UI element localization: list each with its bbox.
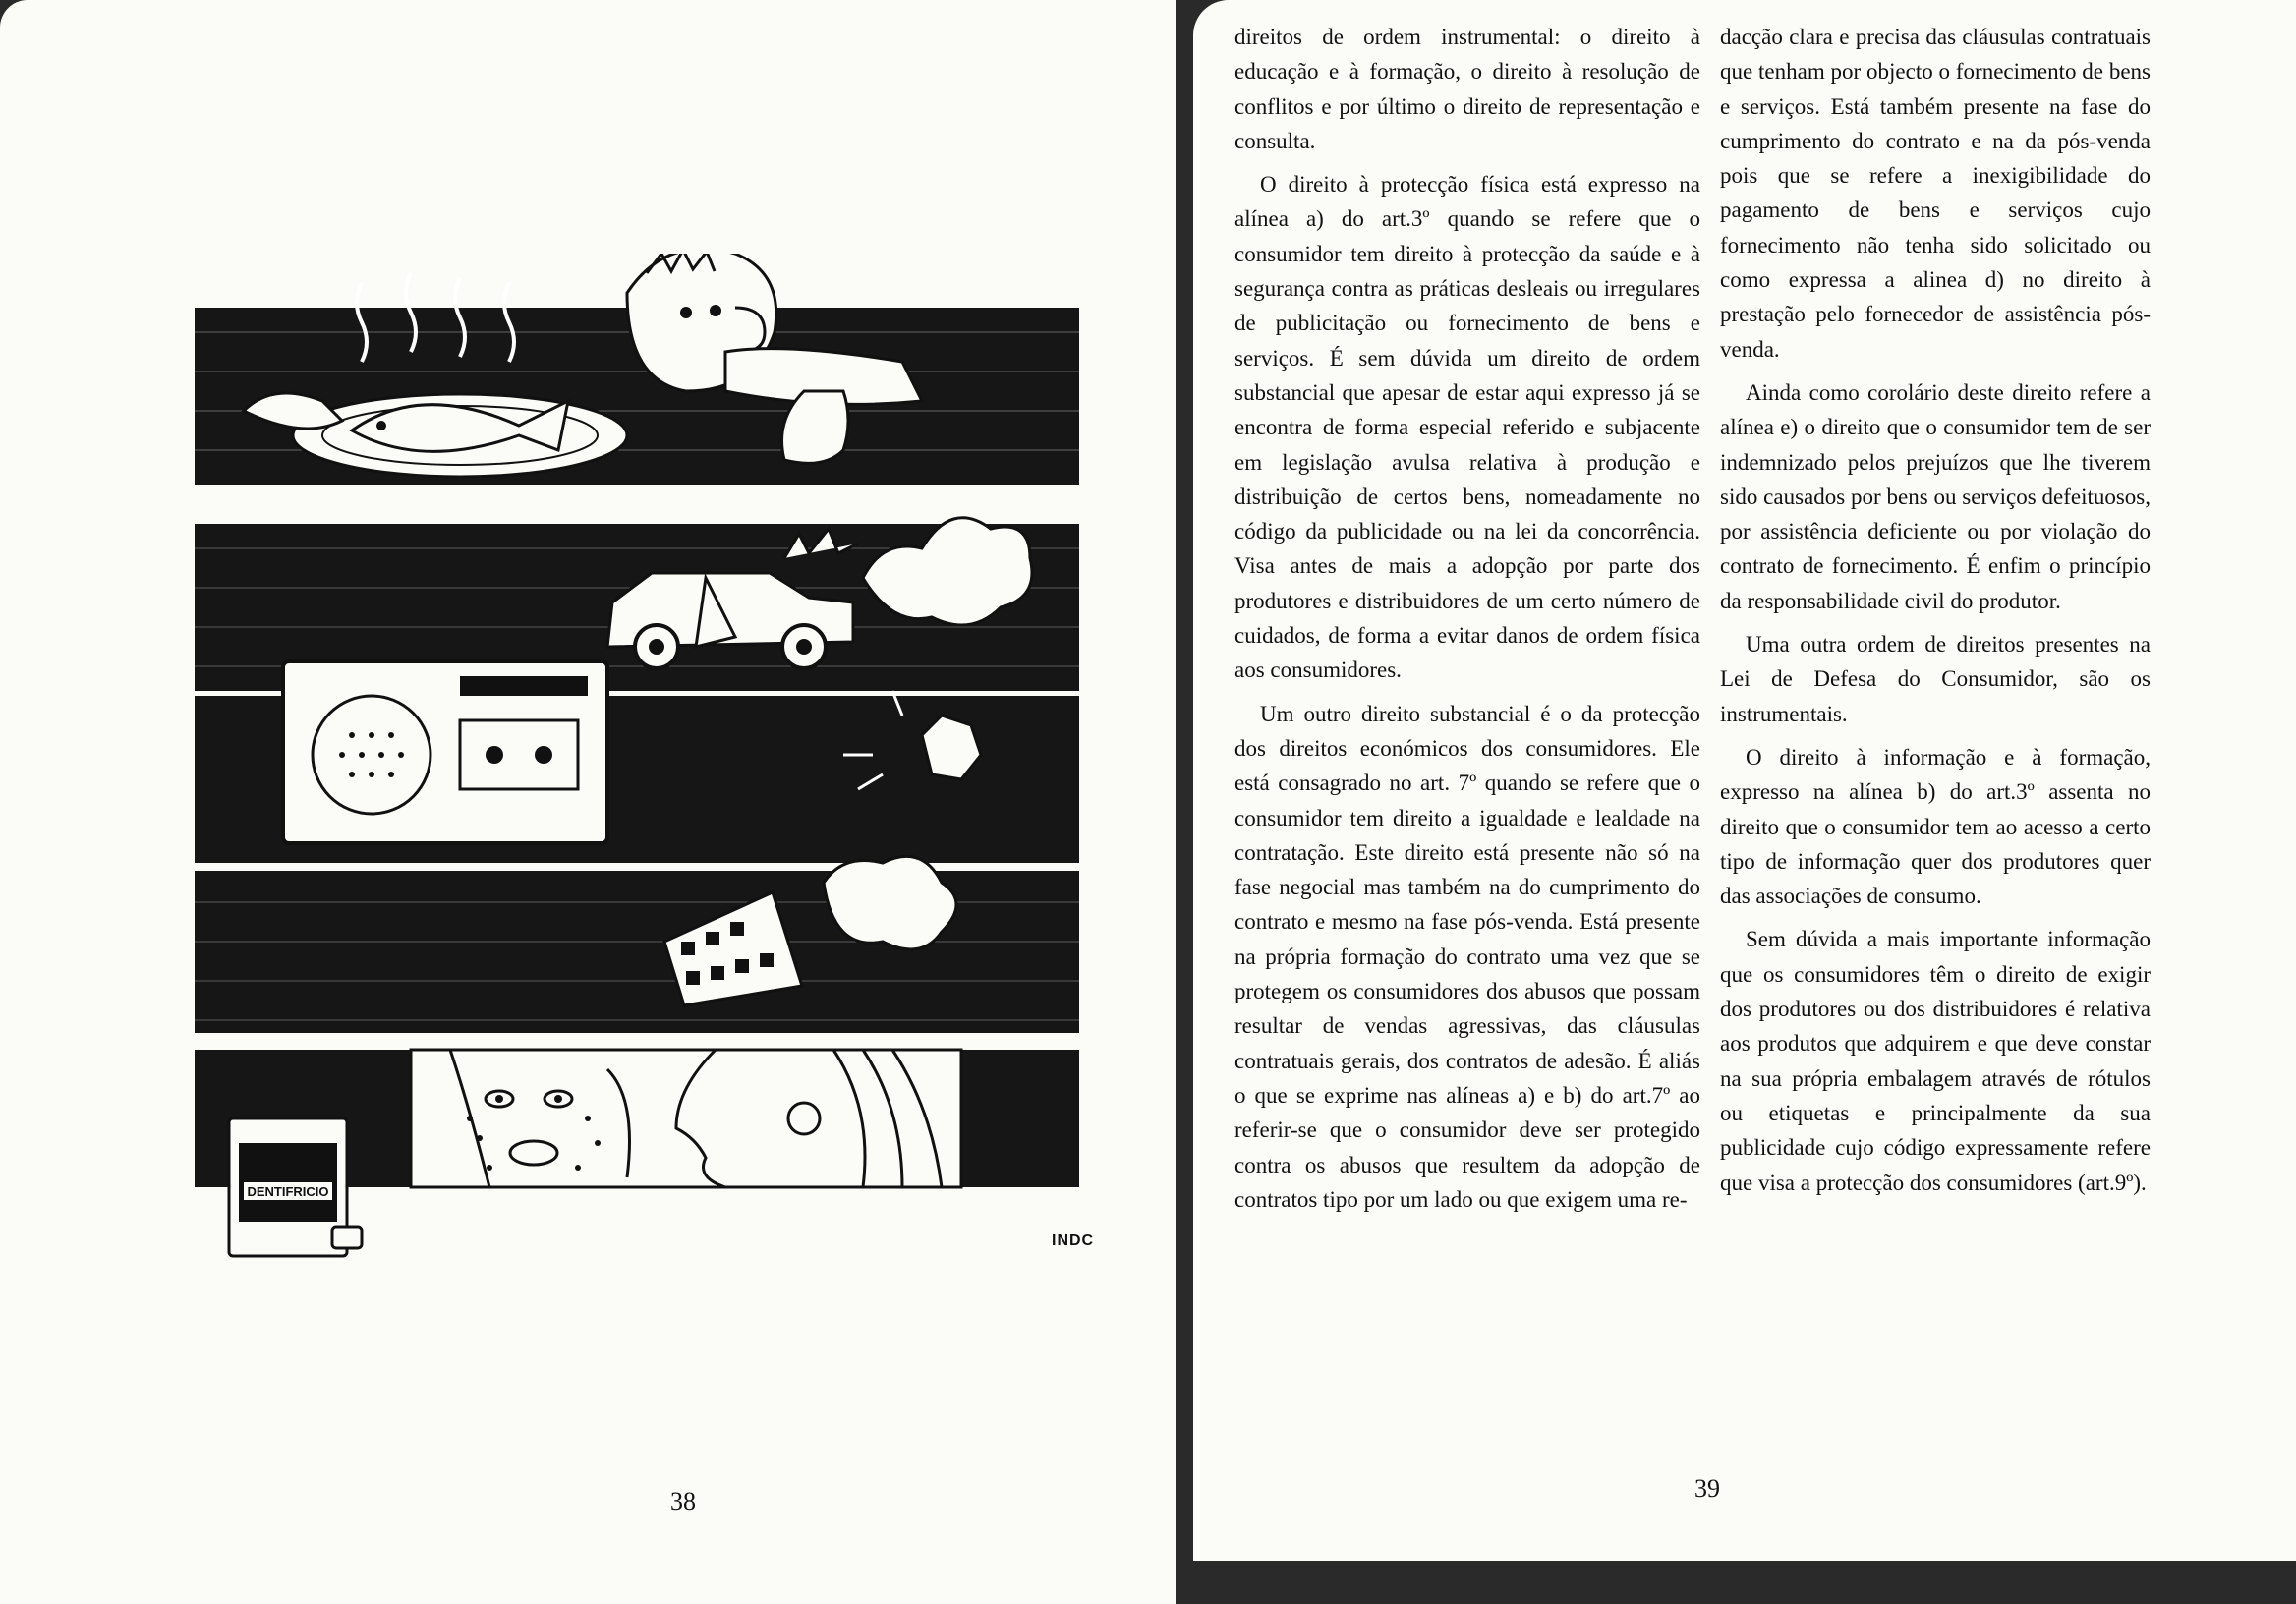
consumer-hazards-illustration (195, 254, 1099, 1295)
text-column-1 (1234, 20, 1700, 1226)
radio-cassette-panel (195, 661, 1079, 863)
paragraph: direitos de ordem instrumental: o direito à educação e à formação, o direito à resolução de conflitos e por último o direito de representação e consulta. (1234, 25, 1700, 153)
paragraph: O direito à informação e à formação, expresso na alínea b) do art.3º assenta no direito que o consumidor tem ao acesso a certo tipo de informação quer dos produtores quer das associações de consumo. (1720, 744, 2151, 909)
paragraph: Sem dúvida a mais importante informação que os consumidores têm o direito de exigir dos produtores ou dos distribuidores é relativa aos produtos que adquirem e que deve constar na sua própria embalagem através de rótulos ou etiquetas e principalmente da sua publicidade cujo código expressamente refere que visa a protecção dos consumidores (art.9º). (1720, 927, 2151, 1195)
collapsing-building-panel (195, 856, 1079, 1033)
spoiled-fish-panel (195, 254, 1079, 485)
gossip-faces-panel (195, 1050, 1079, 1256)
paragraph: dacção clara e precisa das cláusulas contratuais que tenham por objecto o fornecimento de bens e serviços. Está também presente na fase do cumprimento do contrato e na da pós-venda pois que se refere a inexigibilidade do pagamento de bens e serviços cujo fornecimento não tenha sido solicitado ou como expressa a alinea d) no direito à prestação pelo fornecedor de assistência pós-venda. (1720, 25, 2151, 362)
paragraph: O direito à protecção física está expresso na alínea a) do art.3º quando se refere que o consumidor tem direito à protecção da saúde e à segurança contra as práticas desleais ou irregulares de publicitação ou fornecimento de bens e serviços. É sem dúvida um direito de ordem substancial que apesar de estar aqui expresso já se encontra de forma especial referido e subjacente em legislação avulsa relativa à produção e distribuição de certos bens, nomeadamente no código da publicidade ou na lei da concorrência. Visa antes de mais a adopção por parte dos produtores e distribuidores de um certo número de cuidados, de forma a evitar danos de ordem física aos consumidores. (1234, 172, 1700, 683)
page-number-left: 38 (670, 1487, 696, 1516)
jar-label: DENTIFRICIO (247, 1184, 329, 1199)
page-number-right: 39 (1694, 1474, 1720, 1503)
text-column-2 (1720, 20, 2151, 1209)
paragraph: Ainda como corolário deste direito refere a alínea e) o direito que o consumidor tem de ser indemnizado pelos prejuízos que lhe tiverem sido causados por bens ou serviços defeituosos, por assistência deficiente ou por violação do contrato de fornecimento. É enfim o princípio da responsabilidade civil do produtor. (1720, 379, 2151, 613)
right-page (1193, 0, 2296, 1561)
illustration-credit: INDC (1052, 1232, 1095, 1249)
paragraph: Uma outra ordem de direitos presentes na Lei de Defesa do Consumidor, são os instrumentais. (1720, 632, 2151, 726)
paragraph: Um outro direito substancial é o da protecção dos direitos económicos dos consumidores. Ele está consagrado no art. 7º quando se refere que o consumidor tem direito a igualdade e lealdade na contratação. Este direito está presente não só na fase negocial mas também na do cumprimento do contrato e mesmo na fase pós-venda. Está presente na própria formação do contrato uma vez que se protegem os consumidores dos abusos que possam resultar de vendas agressivas, das cláusulas contratuais gerais, dos contratos de adesão. É aliás o que se exprime nas alíneas a) e b) do art.7º ao referir-se que o consumidor deve ser protegido contra os abusos que resultem da adopção de contratos tipo por um lado ou que exigem uma re- (1234, 701, 1700, 1212)
